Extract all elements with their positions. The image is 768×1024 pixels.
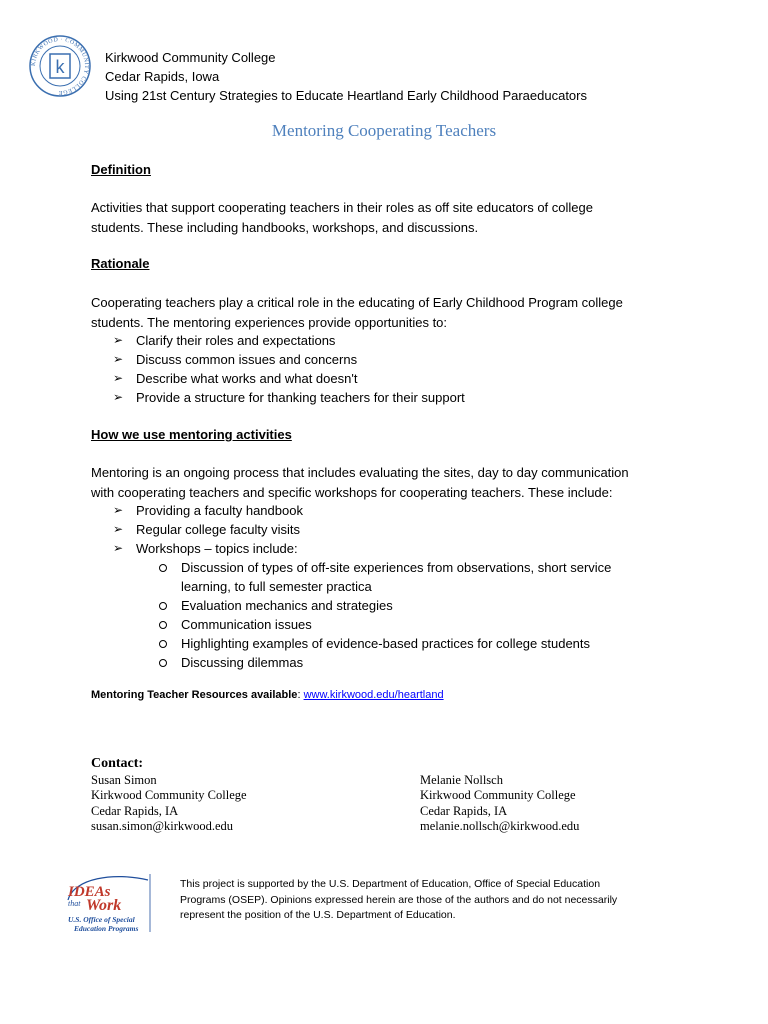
svg-text:KIRKWOOD · COMMUNITY COLLEGE: KIRKWOOD · COMMUNITY COLLEGE <box>30 36 90 96</box>
rationale-heading: Rationale <box>91 256 150 271</box>
list-item: ➢ Discuss common issues and concerns <box>113 352 358 367</box>
list-item: ➢ Providing a faculty handbook <box>113 503 303 518</box>
how-bullet-list <box>91 501 303 558</box>
header-institution-block <box>105 48 587 105</box>
list-item: Discussing dilemmas <box>91 653 611 672</box>
arrow-bullet-icon: ➢ <box>113 333 124 347</box>
rationale-bullet-list <box>91 331 465 407</box>
workshop-topics-list <box>91 558 611 672</box>
svg-text:that: that <box>68 899 81 908</box>
how-text: Mentoring is an ongoing process that includes evaluating the sites, day to day communication with cooperating teachers and specific workshops for cooperating teachers. These include: <box>91 465 629 500</box>
ideas-that-work-logo <box>64 872 154 934</box>
arrow-bullet-icon: ➢ <box>113 522 124 536</box>
contact-heading: Contact: <box>91 756 144 771</box>
funding-disclaimer: This project is supported by the U.S. Department of Education, Office of Special Education Programs (OSEP). Opinions expressed herein are those of the authors and do not necessarily represent the position of the U.S. Department of Education. <box>180 878 618 921</box>
page-title: Mentoring Cooperating Teachers <box>271 121 497 140</box>
contact-right <box>420 773 579 834</box>
list-item: ➢ Clarify their roles and expectations <box>113 333 336 348</box>
svg-text:IDEAs: IDEAs <box>68 884 111 900</box>
list-item: ➢ Describe what works and what doesn't <box>113 371 358 386</box>
list-item: Highlighting examples of evidence-based practices for college students <box>91 634 611 653</box>
list-item: Communication issues <box>91 615 611 634</box>
header-project-title: Using 21st Century Strategies to Educate Heartland Early Childhood Paraeducators <box>105 88 587 103</box>
rationale-text: Cooperating teachers play a critical role in the educating of Early Childhood Program college students. The mentoring experiences provide opportunities to: <box>91 295 623 330</box>
list-item: Discussion of types of off-site experiences from observations, short service learning, to full semester practica <box>91 558 611 596</box>
contact-email: susan.simon@kirkwood.edu <box>91 818 234 833</box>
contact-city: Cedar Rapids, IA <box>420 803 508 818</box>
header-college-name: Kirkwood Community College <box>105 50 276 65</box>
contact-college: Kirkwood Community College <box>420 788 576 803</box>
list-item: ➢ Workshops – topics include: <box>113 541 298 556</box>
svg-text:Work: Work <box>86 897 122 914</box>
heartland-resources-link[interactable]: www.kirkwood.edu/heartland <box>303 689 444 701</box>
arrow-bullet-icon: ➢ <box>113 541 124 555</box>
circle-bullet-icon <box>159 640 167 648</box>
svg-text:U.S. Office of Special: U.S. Office of Special <box>68 915 135 924</box>
contact-college: Kirkwood Community College <box>91 788 247 803</box>
circle-bullet-icon <box>159 602 167 610</box>
definition-heading: Definition <box>91 162 151 177</box>
circle-bullet-icon <box>159 659 167 667</box>
arrow-bullet-icon: ➢ <box>113 503 124 517</box>
arrow-bullet-icon: ➢ <box>113 352 124 366</box>
contact-email: melanie.nollsch@kirkwood.edu <box>420 818 580 833</box>
circle-bullet-icon <box>159 621 167 629</box>
list-item: ➢ Regular college faculty visits <box>113 522 301 537</box>
resources-line: Mentoring Teacher Resources available: www.kirkwood.edu/heartland <box>91 689 444 701</box>
contact-name: Susan Simon <box>91 773 157 787</box>
svg-text:Education Programs: Education Programs <box>74 924 139 933</box>
list-item: ➢ Provide a structure for thanking teachers for their support <box>113 390 465 405</box>
circle-bullet-icon <box>159 564 167 572</box>
kirkwood-seal-logo <box>28 34 92 98</box>
contact-city: Cedar Rapids, IA <box>91 803 179 818</box>
list-item: Evaluation mechanics and strategies <box>91 596 611 615</box>
contact-name: Melanie Nollsch <box>420 773 503 787</box>
arrow-bullet-icon: ➢ <box>113 371 124 385</box>
contact-left <box>91 773 247 834</box>
header-location: Cedar Rapids, Iowa <box>105 69 220 84</box>
arrow-bullet-icon: ➢ <box>113 390 124 404</box>
definition-text: Activities that support cooperating teachers in their roles as off site educators of college students. These including handbooks, workshops, and discussions. <box>91 200 593 235</box>
svg-text:k: k <box>55 57 65 77</box>
how-heading: How we use mentoring activities <box>91 427 292 442</box>
